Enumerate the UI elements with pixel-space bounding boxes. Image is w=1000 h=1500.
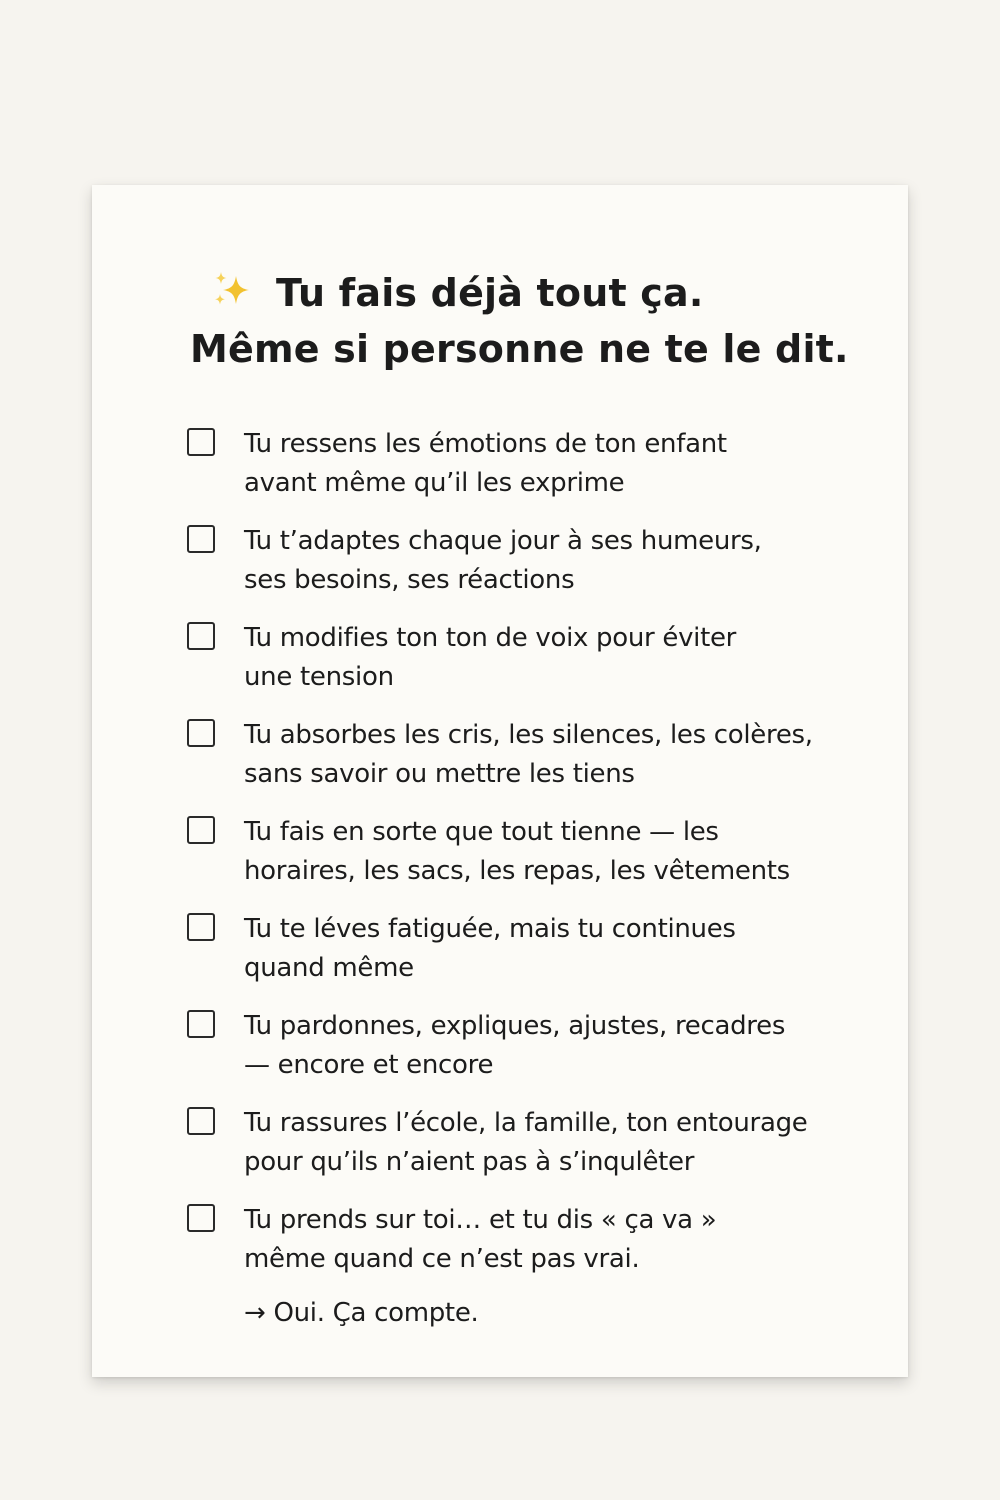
- item-line-2: horaires, les sacs, les repas, les vêtements: [244, 856, 790, 886]
- item-line-2: avant même qu’il les exprime: [244, 468, 625, 498]
- item-line-1: Tu prends sur toi… et tu dis « ça va »: [244, 1205, 717, 1235]
- checklist-item: [187, 1007, 847, 1104]
- checklist-item: [187, 522, 847, 619]
- checklist-card: [92, 185, 908, 1377]
- title-line-2: Même si personne ne te le dit.: [190, 327, 849, 371]
- checklist-item-text: [244, 910, 854, 988]
- title-line-1: [190, 265, 870, 321]
- sparkle-small-bottom: [215, 294, 225, 305]
- item-line-1: Tu pardonnes, expliques, ajustes, recadres: [244, 1011, 786, 1041]
- checkbox[interactable]: [187, 1204, 215, 1232]
- checkbox[interactable]: [187, 622, 215, 650]
- item-line-1: Tu te léves fatiguée, mais tu continues: [244, 914, 736, 944]
- item-line-2: ses besoins, ses réactions: [244, 565, 575, 595]
- checklist-item-text: [244, 425, 854, 503]
- item-line-1: Tu rassures l’école, la famille, ton entourage: [244, 1108, 808, 1138]
- checklist-item: [187, 619, 847, 716]
- checkbox[interactable]: [187, 816, 215, 844]
- page-title: [190, 265, 870, 377]
- item-line-2: même quand ce n’est pas vrai.: [244, 1244, 640, 1274]
- checklist-item-text: [244, 1201, 854, 1279]
- item-line-2: quand même: [244, 953, 414, 983]
- checklist-item-text: [244, 813, 854, 891]
- sparkle-large: [223, 276, 249, 304]
- checkbox[interactable]: [187, 719, 215, 747]
- item-line-2: sans savoir ou mettre les tiens: [244, 759, 635, 789]
- item-line-2: pour qu’ils n’aient pas à s’inqulêter: [244, 1147, 695, 1177]
- item-line-1: Tu absorbes les cris, les silences, les colères,: [244, 720, 813, 750]
- sparkles-icon: [212, 270, 258, 308]
- checklist-item-text: [244, 1007, 854, 1085]
- checklist-item-text: [244, 619, 854, 697]
- checklist-item: [187, 1104, 847, 1201]
- item-line-1: Tu modifies ton ton de voix pour éviter: [244, 623, 737, 653]
- checklist-item: [187, 813, 847, 910]
- item-line-1: Tu fais en sorte que tout tienne — les: [244, 817, 719, 847]
- item-line-1: Tu ressens les émotions de ton enfant: [244, 429, 727, 459]
- title-text-1: Tu fais déjà tout ça.: [276, 271, 704, 315]
- checklist-item-text: [244, 1104, 854, 1182]
- checklist: [187, 425, 847, 1298]
- checklist-item-text: [244, 716, 854, 794]
- item-line-1: Tu t’adaptes chaque jour à ses humeurs,: [244, 526, 762, 556]
- checklist-item: [187, 425, 847, 522]
- checkbox[interactable]: [187, 913, 215, 941]
- item-line-2: une tension: [244, 662, 394, 692]
- sparkle-small-top: [216, 272, 227, 284]
- checklist-item: [187, 716, 847, 813]
- checkbox[interactable]: [187, 525, 215, 553]
- checkbox[interactable]: [187, 1107, 215, 1135]
- item-line-2: — encore et encore: [244, 1050, 494, 1080]
- conclusion-text: → Oui. Ça compte.: [244, 1298, 479, 1328]
- checkbox[interactable]: [187, 1010, 215, 1038]
- checklist-item: [187, 1201, 847, 1298]
- checkbox[interactable]: [187, 428, 215, 456]
- checklist-item-text: [244, 522, 854, 600]
- checklist-item: [187, 910, 847, 1007]
